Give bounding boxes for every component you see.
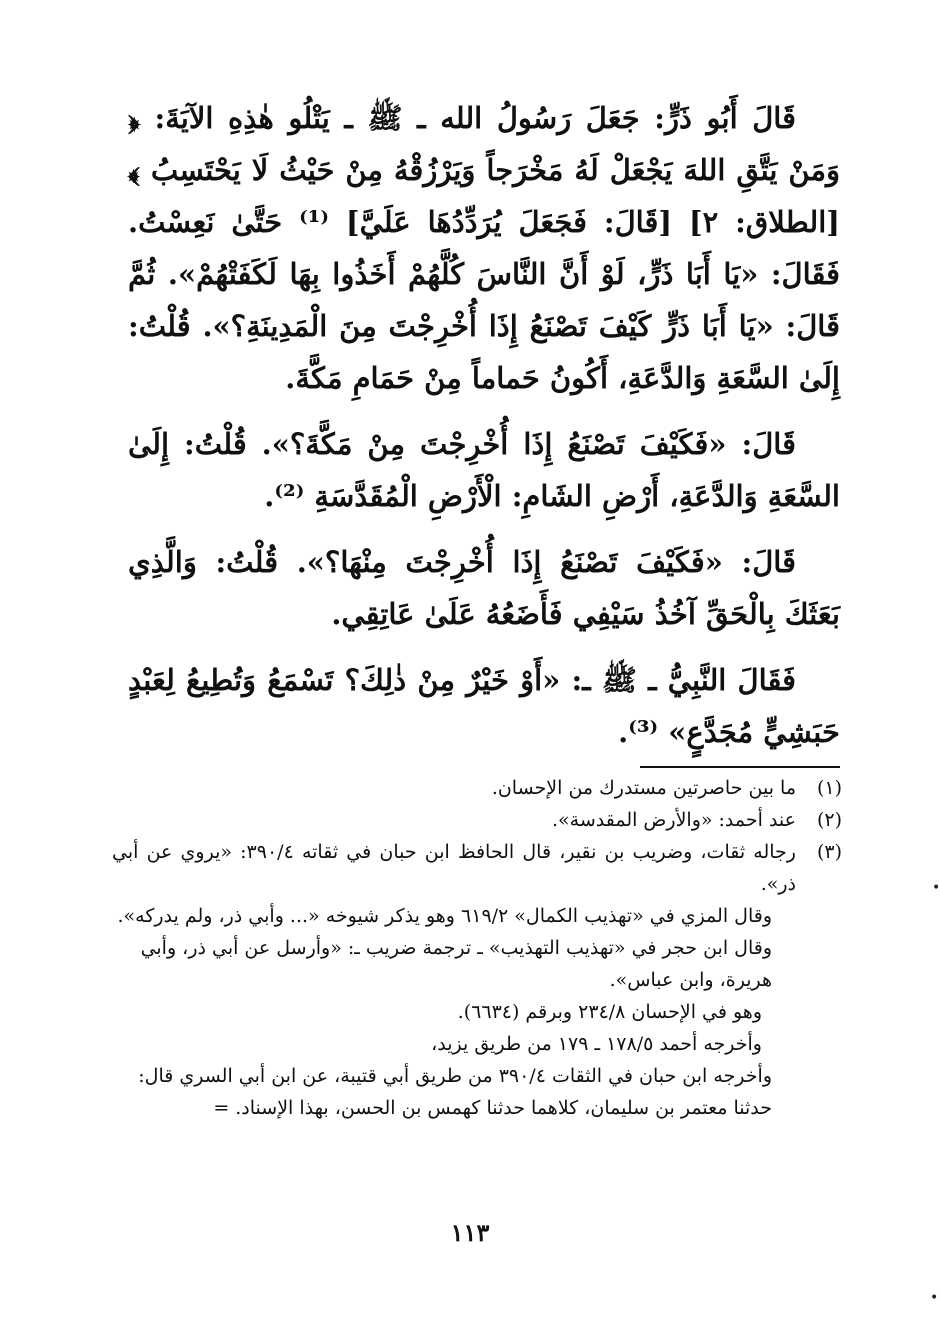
- footnote-text: رجاله ثقات، وضريب بن نقير، قال الحافظ ابن حبان في ثقاته ٣٩٠/٤: «يروي عن أبي ذر».: [112, 841, 796, 895]
- footnote-3: [112, 836, 842, 900]
- footnote-number: (٢): [816, 809, 842, 831]
- footnote-3-mizzi: وقال المزي في «تهذيب الكمال» ٦١٩/٢ وهو يذكر شيوخه «... وأبي ذر، ولم يدركه».: [117, 905, 772, 927]
- footnote-3-ahmad: وأخرجه أحمد ١٧٨/٥ ـ ١٧٩ من طريق يزيد،: [431, 1033, 762, 1055]
- footnote-separator: [640, 766, 840, 768]
- margin-dot: •: [930, 1290, 939, 1306]
- margin-dot: •: [932, 880, 940, 896]
- main-text: [128, 92, 840, 772]
- footnote-number: (٣): [816, 841, 842, 863]
- footnote-3-ibn-hajar: وقال ابن حجر في «تهذيب التهذيب» ـ ترجمة ضريب ـ: «وأرسل عن أبي ذر، وأبي هريرة، وابن عباس».: [140, 937, 772, 991]
- footnote-3-ibn-hibban: وأخرجه ابن حبان في الثقات ٣٩٠/٤ من طريق أبي قتيبة، عن ابن أبي السري قال: حدثنا معتمر بن سليمان، كلاهما حدثنا كهمس بن الحسن، بهذا الإسناد. =: [138, 1065, 772, 1119]
- footnotes: [112, 772, 842, 1124]
- paragraph-1: قَالَ أَبُو ذَرٍّ: جَعَلَ رَسُولُ الله ـ ﷺ ـ يَتْلُو هٰذِهِ الآيَةَ: ﴿ وَمَنْ يَتَّقِ اللهَ يَجْعَلْ لَهُ مَخْرَجاً وَيَرْزُقْهُ مِنْ حَيْثُ لَا يَحْتَسِبُ ﴾ [الطلاق: ٢] [قَالَ: فَجَعَلَ يُرَدِّدُهَا عَلَيَّ] ⁽¹⁾ حَتَّىٰ نَعِسْتُ. فَقَالَ: «يَا أَبَا ذَرٍّ، لَوْ أَنَّ النَّاسَ كُلَّهُمْ أَخَذُوا بِهَا لَكَفَتْهُمْ». ثُمَّ قَالَ: «يَا أَبَا ذَرٍّ كَيْفَ تَصْنَعُ إِذَا أُخْرِجْتَ مِنَ الْمَدِينَةِ؟». قُلْتُ: إِلَىٰ السَّعَةِ وَالدَّعَةِ، أَكُونُ حَماماً مِنْ حَمَامِ مَكَّةَ.: [128, 101, 840, 395]
- footnote-1: [112, 772, 842, 804]
- footnote-3-ihsan: وهو في الإحسان ٢٣٤/٨ وبرقم (٦٦٣٤).: [457, 1001, 762, 1023]
- paragraph-3: قَالَ: «فَكَيْفَ تَصْنَعُ إِذَا أُخْرِجْتَ مِنْهَا؟». قُلْتُ: وَالَّذِي بَعَثَكَ بِالْحَقِّ آخُذُ سَيْفِي فَأَضَعُهُ عَلَىٰ عَاتِقِي.: [128, 545, 840, 631]
- footnote-2: [112, 804, 842, 836]
- paragraph-4: فَقَالَ النَّبِيُّ ـ ﷺ ـ: «أَوْ خَيْرٌ مِنْ ذٰلِكَ؟ تَسْمَعُ وَتُطِيعُ لِعَبْدٍ حَبَشِيٍّ مُجَدَّعٍ» ⁽³⁾.: [128, 663, 840, 749]
- footnote-text: ما بين حاصرتين مستدرك من الإحسان.: [491, 777, 796, 799]
- page-number: ١١٣: [450, 1218, 490, 1247]
- paragraph-2: قَالَ: «فَكَيْفَ تَصْنَعُ إِذَا أُخْرِجْتَ مِنْ مَكَّةَ؟». قُلْتُ: إِلَىٰ السَّعَةِ وَالدَّعَةِ، أَرْضِ الشَامِ: الْأَرْضِ الْمُقَدَّسَةِ ⁽²⁾.: [128, 427, 840, 513]
- footnote-text: عند أحمد: «والأرض المقدسة».: [551, 809, 796, 831]
- footnote-number: (١): [816, 777, 842, 799]
